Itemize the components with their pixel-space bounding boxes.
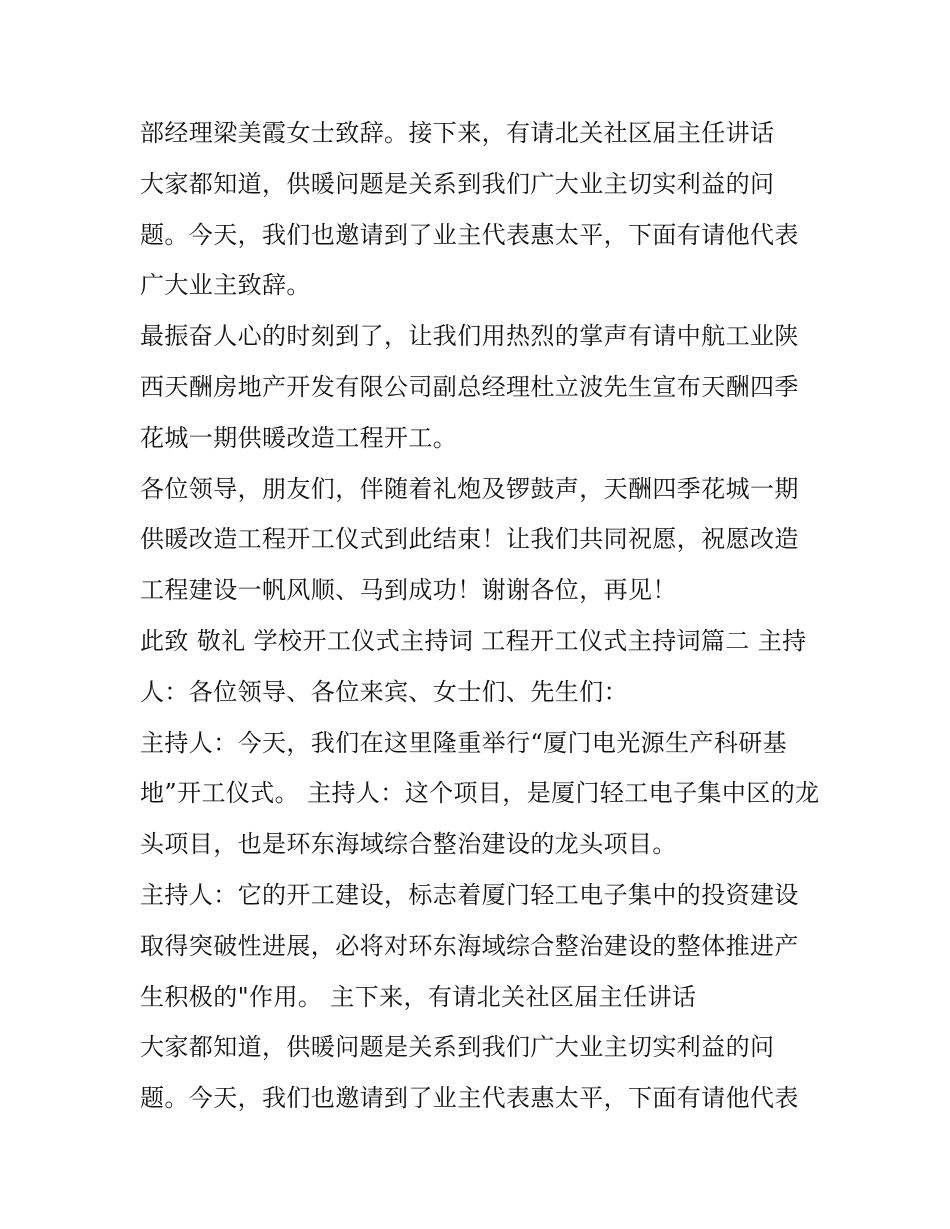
paragraph: 主持人：它的开工建设，标志着厦门轻工电子集中的投资建设取得突破性进展，必将对环东海域综合整治建设的整体推进产生积极的"作用。 主下来，有请北关社区届主任讲话	[140, 880, 799, 1011]
paragraph: 此致 敬礼 学校开工仪式主持词 工程开工仪式主持词篇二 主持人：各位领导、各位来宾、女士们、先生们：	[140, 626, 807, 706]
paragraph: 大家都知道，供暖问题是关系到我们广大业主切实利益的问题。今天，我们也邀请到了业主代表惠太平，下面有请他代表	[140, 1033, 799, 1113]
paragraph: 各位领导，朋友们，伴随着礼炮及锣鼓声，天酬四季花城一期供暖改造工程开工仪式到此结束！让我们共同祝愿，祝愿改造工程建设一帆风顺、马到成功！谢谢各位，再见！	[140, 474, 799, 605]
paragraph: 最振奋人心的时刻到了，让我们用热烈的掌声有请中航工业陕西天酬房地产开发有限公司副总经理杜立波先生宣布天酬四季花城一期供暖改造工程开工。	[140, 322, 799, 452]
paragraph: 主持人：今天，我们在这里隆重举行“厦门电光源生产科研基地”开工仪式。 主持人：这个项目，是厦门轻工电子集中区的龙头项目，也是环东海域综合整治建设的龙头项目。	[140, 728, 820, 859]
paragraph: 部经理梁美霞女士致辞。接下来，有请北关社区届主任讲话	[140, 119, 775, 147]
paragraph: 大家都知道，供暖问题是关系到我们广大业主切实利益的问题。今天，我们也邀请到了业主代表惠太平，下面有请他代表广大业主致辞。	[140, 169, 799, 300]
document-body	[140, 108, 820, 1124]
